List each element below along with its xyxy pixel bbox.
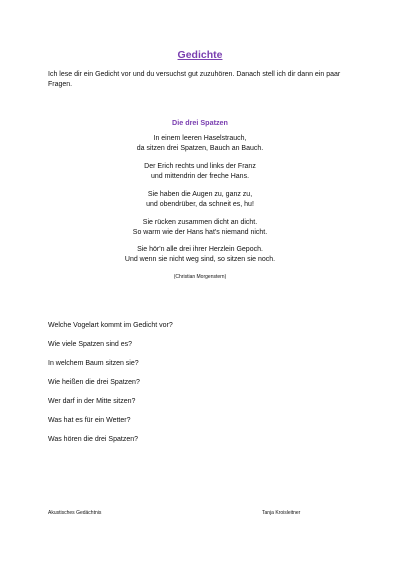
poem-line: und mittendrin der freche Hans.	[150, 173, 250, 180]
poem-author: (Christian Morgenstern)	[173, 274, 227, 280]
poem-line: da sitzen drei Spatzen, Bauch an Bauch.	[136, 145, 264, 152]
poem-stanza-5	[0, 245, 400, 265]
question-7: Was hören die drei Spatzen?	[48, 436, 139, 443]
poem-line: In einem leeren Haselstrauch,	[153, 135, 247, 142]
footer-right: Tanja Kroisleitner	[262, 510, 301, 516]
poem-title: Die drei Spatzen	[172, 118, 228, 127]
poem-line: So warm wie der Hans hat's niemand nicht.	[132, 229, 268, 236]
question-1: Welche Vogelart kommt im Gedicht vor?	[48, 322, 173, 329]
question-6: Was hat es für ein Wetter?	[48, 417, 131, 424]
question-5: Wer darf in der Mitte sitzen?	[48, 398, 136, 405]
poem-line: Der Erich rechts und links der Franz	[144, 163, 256, 170]
poem-line: Sie rücken zusammen dicht an dicht.	[142, 219, 258, 226]
poem-line: und obendrüber, da schneit es, hu!	[146, 201, 254, 208]
question-4: Wie heißen die drei Spatzen?	[48, 379, 140, 386]
question-3: In welchem Baum sitzen sie?	[48, 360, 139, 367]
footer-left: Akustisches Gedächtnis	[48, 510, 102, 516]
poem-stanza-1	[0, 134, 400, 154]
page-title: Gedichte	[177, 49, 223, 61]
question-2: Wie viele Spatzen sind es?	[48, 341, 133, 348]
intro-text: Ich lese dir ein Gedicht vor und du versuchst gut zuzuhören. Danach stell ich dir dann ein paar Fragen.	[48, 71, 341, 88]
poem-line: Und wenn sie nicht weg sind, so sitzen sie noch.	[124, 256, 276, 263]
poem-stanza-2	[0, 162, 400, 182]
poem-stanza-3	[0, 190, 400, 210]
poem-line: Sie hör'n alle drei ihrer Herzlein Gepoch.	[137, 246, 263, 253]
poem-stanza-4	[0, 218, 400, 238]
poem-line: Sie haben die Augen zu, ganz zu,	[147, 191, 253, 198]
